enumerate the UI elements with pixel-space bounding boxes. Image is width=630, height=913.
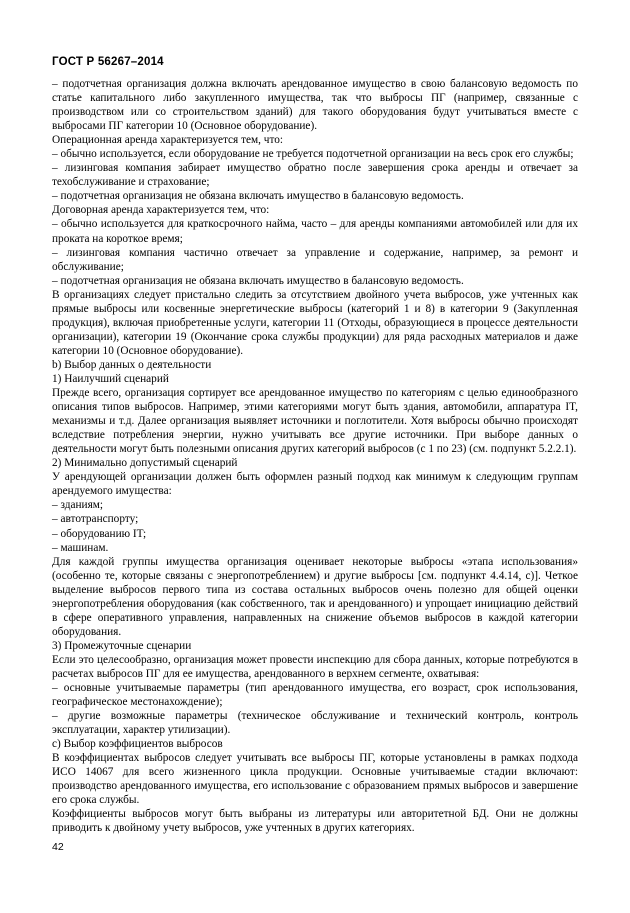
paragraph: – другие возможные параметры (техническое обслуживание и технический контроль, контроль эксплуатации, характер утилизации). <box>52 710 578 737</box>
paragraph: – подотчетная организация не обязана включать имущество в балансовую ведомость. <box>52 274 464 287</box>
paragraph: – машинам. <box>52 541 109 554</box>
paragraph: Операционная аренда характеризуется тем, что: <box>52 134 284 147</box>
paragraph: 1) Наилучший сценарий <box>52 372 169 385</box>
paragraph: – подотчетная организация не обязана включать имущество в балансовую ведомость. <box>52 190 464 203</box>
paragraph: – лизинговая компания забирает имущество обратно после завершения срока аренды и отвечает за техобслуживание и страхование; <box>52 162 578 189</box>
paragraph: Прежде всего, организация сортирует все арендованное имущество по категориям с целью единообразного описания типов выбросов. Например, этими категориями могут быть здания, автомобили, аппаратура IT, механизмы и т.д. Далее организация выявляет источники и поглотители. Хотя выбросы обычно происходят вследствие потребления энергии, нужно учитывать все другие источники. При выборе данных о деятельности могут быть полезными описания других категорий выбросов (с 1 по 23) (см. подпункт 5.2.2.1). <box>52 387 578 456</box>
paragraph: 2) Минимально допустимый сценарий <box>52 457 238 470</box>
paragraph: c) Выбор коэффициентов выбросов <box>52 738 223 751</box>
paragraph: Договорная аренда характеризуется тем, что: <box>52 204 270 217</box>
paragraph: – автотранспорту; <box>52 513 139 526</box>
paragraph: 3) Промежуточные сценарии <box>52 639 192 652</box>
paragraph: b) Выбор данных о деятельности <box>52 358 212 371</box>
paragraph: Коэффициенты выбросов могут быть выбраны из литературы или авторитетной БД. Они не должны приводить к двойному учету выбросов, уже учтенных в других категориях. <box>52 808 578 835</box>
paragraph: – обычно используется, если оборудование не требуется подотчетной организации на весь срок его службы; <box>52 148 574 161</box>
paragraph: – зданиям; <box>52 499 104 512</box>
document-header: ГОСТ Р 56267–2014 <box>52 56 164 68</box>
paragraph: – лизинговая компания частично отвечает за управление и содержание, например, за ремонт и обслуживание; <box>52 246 578 273</box>
paragraph: В коэффициентах выбросов следует учитывать все выбросы ПГ, которые установлены в рамках подхода ИСО 14067 для всего жизненного цикла продукции. Основные учитываемые стадии включают: производство арендованного имущества, его использование с образованием прямых выбросов и завершение его срока службы. <box>52 752 578 807</box>
page-number: 42 <box>52 841 64 853</box>
paragraph: Для каждой группы имущества организация оценивает некоторые выбросы «этапа использования» (особенно те, которые связаны с энергопотреблением) и другие выбросы [см. подпункт 4.4.14, с)]. Четкое выделение выбросов первого типа из состава остальных выбросов очень полезно для общей оценки энергопотребления оборудования (как собственного, так и арендованного) и упрощает инициацию действий в сфере оперативного управления, направленных на снижение объемов выбросов в каждой категории оборудования. <box>52 555 578 638</box>
document-body <box>52 77 578 836</box>
paragraph: В организациях следует пристально следить за отсутствием двойного учета выбросов, уже учтенных как прямые выбросы или косвенные энергетические выбросы (категорий 1 и 8) в категории 9 (Закупленная продукция), включая приобретенные услуги, категории 11 (Отходы, образующиеся в процессе деятельности организации), категории 19 (Окончание срока службы продукции) для ряда расходных материалов и даже категории 10 (Основное оборудование). <box>52 288 578 357</box>
paragraph: Если это целесообразно, организация может провести инспекцию для сбора данных, которые потребуются в расчетах выбросов ПГ для ее имущества, арендованного в верхнем сегменте, охватывая: <box>52 653 578 680</box>
paragraph: – оборудованию IT; <box>52 527 147 540</box>
paragraph: – основные учитываемые параметры (тип арендованного имущества, его возраст, срок использования, географическое местонахождение); <box>52 682 578 709</box>
paragraph: – подотчетная организация должна включать арендованное имущество в свою балансовую ведомость по статье капитального либо закупленного имущества, так что выбросы ПГ (например, связанные с производством или со строительством зданий) для такого оборудования будут учитываться вместе с выбросами ПГ категории 10 (Основное оборудование). <box>52 78 578 133</box>
paragraph: У арендующей организации должен быть оформлен разный подход как минимум к следующим группам арендуемого имущества: <box>52 471 578 498</box>
paragraph: – обычно используется для краткосрочного найма, часто – для аренды компаниями автомобилей или для их проката на короткое время; <box>52 218 578 245</box>
